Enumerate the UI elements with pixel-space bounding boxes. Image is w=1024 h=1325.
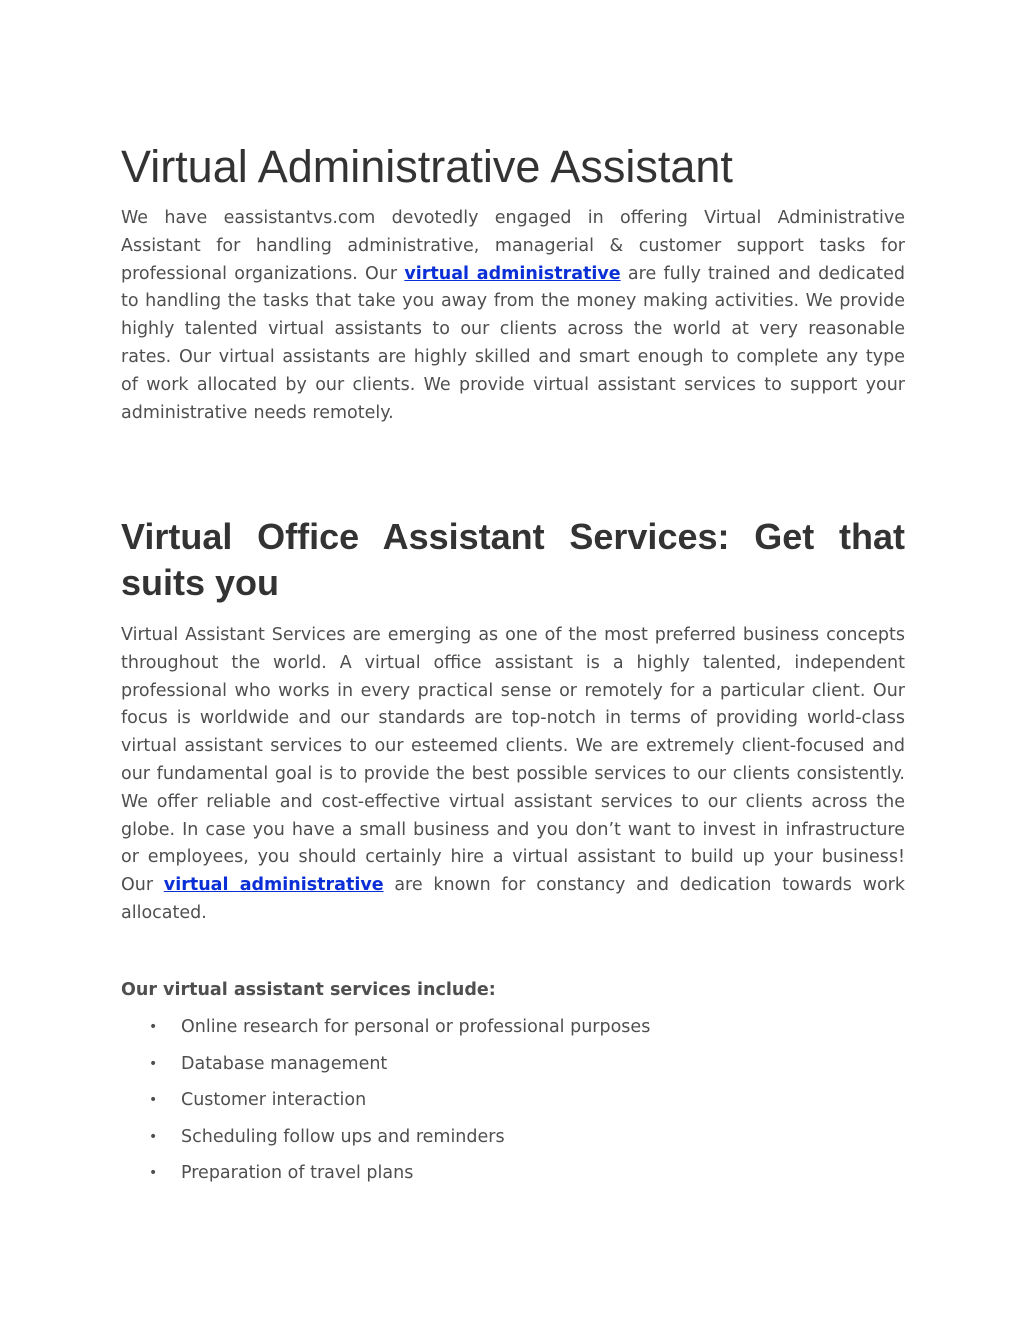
section-text-end: are known for constancy and dedication towards work allocated. <box>121 875 905 923</box>
section-heading: Virtual Office Assistant Services: Get that suits you <box>121 516 905 603</box>
bullet-icon: • <box>149 1165 158 1181</box>
list-item-text: Online research for personal or professional purposes <box>181 1017 651 1037</box>
list-item <box>121 1124 650 1161</box>
bullet-icon: • <box>149 1055 158 1072</box>
section-text-start: Virtual Assistant Services are emerging as one of the most preferred business concepts throughout the world. A virtual office assistant is a highly talented, independent professional who works in every practical sense or remotely for a particular client. Our focus is worldwide and our standards are top-notch in terms of providing world-class virtual assistant services to our esteemed clients. We are extremely client-focused and our fundamental goal is to provide the best possible services to our clients consistently. We offer reliable and cost-effective virtual assistant services to our clients across the globe. In case you have a small business and you don’t want to invest in infrastructure or employees, you should certainly hire a virtual assistant to build up your business! Our <box>121 625 905 896</box>
list-item <box>121 1160 650 1197</box>
list-item-text: Customer interaction <box>181 1090 367 1110</box>
list-item-text: Preparation of travel plans <box>181 1163 414 1183</box>
services-list <box>121 1014 650 1197</box>
bullet-icon: • <box>149 1092 158 1108</box>
section-virtual-administrative-link[interactable]: virtual administrative <box>163 875 384 896</box>
bullet-icon: • <box>149 1019 158 1035</box>
list-item-text: Database management <box>181 1053 388 1074</box>
list-item-text: Scheduling follow ups and reminders <box>181 1126 505 1147</box>
section-paragraph <box>121 622 905 928</box>
list-item <box>121 1014 650 1051</box>
intro-text-start: We have eassistantvs.com devotedly engaged in offering Virtual Administrative Assistant for handling administrative, managerial & customer support tasks for professional organizations. Our <box>121 208 905 284</box>
page-title: Virtual Administrative Assistant <box>121 141 733 192</box>
list-item <box>121 1087 650 1124</box>
services-list-heading: Our virtual assistant services include: <box>121 980 496 1000</box>
intro-virtual-administrative-link[interactable]: virtual administrative <box>404 263 621 284</box>
intro-text-end: are fully trained and dedicated to handling the tasks that take you away from the money making activities. We provide highly talented virtual assistants to our clients across the world at very reasonable rates. Our virtual assistants are highly skilled and smart enough to complete any type of work allocated by our clients. We provide virtual assistant services to support your administrative needs remotely. <box>121 263 905 423</box>
bullet-icon: • <box>149 1128 158 1145</box>
list-item <box>121 1051 650 1088</box>
intro-paragraph <box>121 205 905 427</box>
